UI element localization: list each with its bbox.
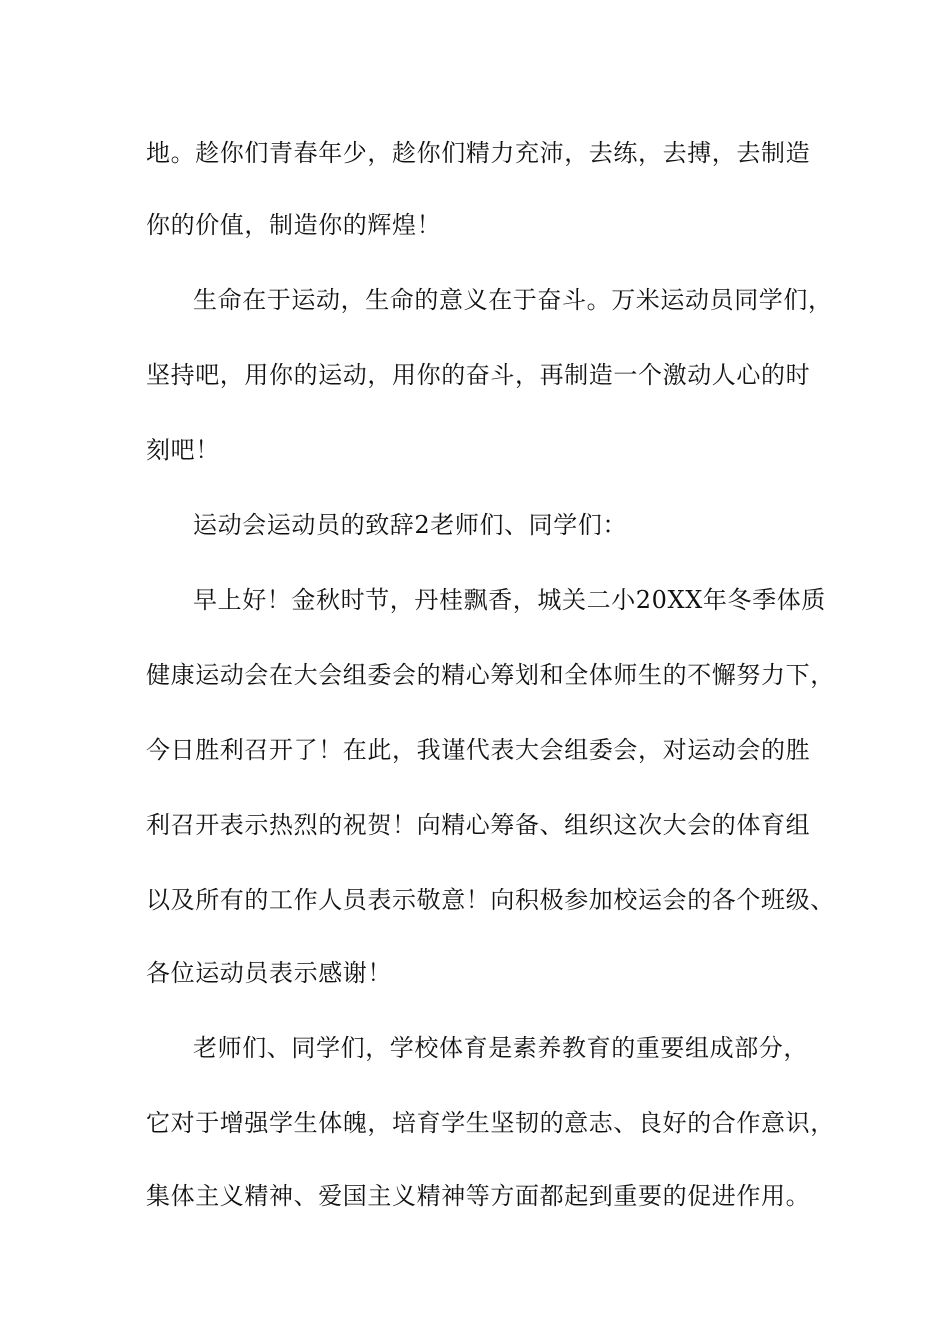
text-line: 坚持吧，用你的运动，用你的奋斗，再制造一个激动人心的时 <box>146 361 811 389</box>
text-line: 今日胜利召开了！在此，我谨代表大会组委会，对运动会的胜 <box>146 736 811 764</box>
text-line: 刻吧！ <box>146 436 220 464</box>
section-heading-line: 运动会运动员的致辞2老师们、同学们： <box>193 511 628 539</box>
text-line: 地。趁你们青春年少，趁你们精力充沛，去练，去搏，去制造 <box>146 139 811 167</box>
paragraph-start-line: 老师们、同学们，学校体育是素养教育的重要组成部分， <box>193 1034 808 1062</box>
text-line: 各位运动员表示感谢！ <box>146 959 392 987</box>
text-line: 集体主义精神、爱国主义精神等方面都起到重要的促进作用。 <box>146 1182 811 1210</box>
paragraph-start-line: 生命在于运动，生命的意义在于奋斗。万米运动员同学们， <box>193 286 833 314</box>
text-line: 它对于增强学生体魄，培育学生坚韧的意志、良好的合作意识， <box>146 1109 835 1137</box>
paragraph-start-line: 早上好！金秋时节，丹桂飘香，城关二小20XX年冬季体质 <box>193 586 826 614</box>
text-line: 健康运动会在大会组委会的精心筹划和全体师生的不懈努力下， <box>146 661 835 689</box>
text-line: 你的价值，制造你的辉煌！ <box>146 211 442 239</box>
text-line: 利召开表示热烈的祝贺！向精心筹备、组织这次大会的体育组 <box>146 811 811 839</box>
text-line: 以及所有的工作人员表示敬意！向积极参加校运会的各个班级、 <box>146 886 835 914</box>
